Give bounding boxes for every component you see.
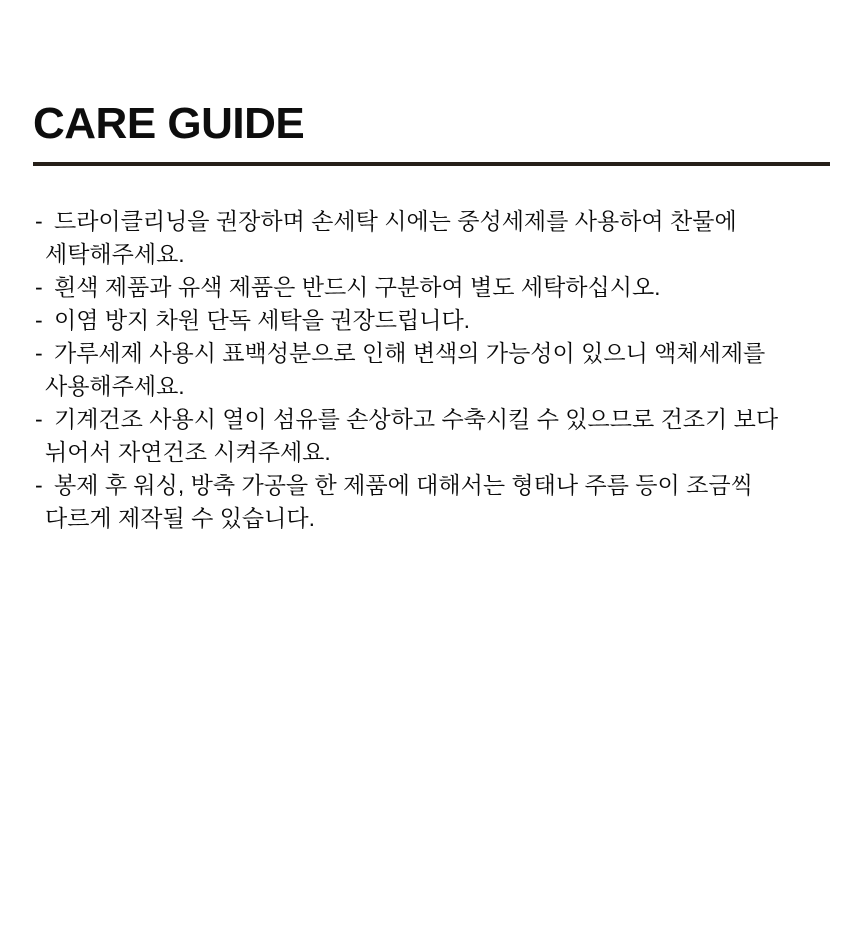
care-instruction-list	[35, 205, 825, 535]
care-item-line: 봉제 후 워싱, 방축 가공을 한 제품에 대해서는 형태나 주름 등이 조금씩	[54, 472, 753, 498]
care-item-line: 기계건조 사용시 열이 섬유를 손상하고 수축시킬 수 있으므로 건조기 보다	[54, 406, 779, 432]
bullet-dash: -	[35, 340, 43, 366]
care-item-line: 이염 방지 차원 단독 세탁을 권장드립니다.	[54, 307, 471, 333]
care-item-line: 세탁해주세요.	[45, 241, 185, 267]
care-item-air-dry	[35, 403, 825, 469]
care-item-separate-colors	[35, 271, 825, 304]
bullet-dash: -	[35, 208, 43, 234]
care-item-line: 가루세제 사용시 표백성분으로 인해 변색의 가능성이 있으니 액체세제를	[54, 340, 766, 366]
bullet-dash: -	[35, 274, 43, 300]
care-item-line: 다르게 제작될 수 있습니다.	[45, 505, 315, 531]
care-item-washed-variation	[35, 469, 825, 535]
page-title: CARE GUIDE	[33, 99, 305, 148]
care-item-dry-cleaning	[35, 205, 825, 271]
bullet-dash: -	[35, 472, 43, 498]
care-item-line: 흰색 제품과 유색 제품은 반드시 구분하여 별도 세탁하십시오.	[54, 274, 661, 300]
care-item-line: 사용해주세요.	[45, 373, 185, 399]
care-item-wash-alone	[35, 304, 825, 337]
care-item-line: 드라이클리닝을 권장하며 손세탁 시에는 중성세제를 사용하여 찬물에	[54, 208, 737, 234]
bullet-dash: -	[35, 406, 43, 432]
bullet-dash: -	[35, 307, 43, 333]
care-item-line: 뉘어서 자연건조 시켜주세요.	[45, 439, 331, 465]
title-underline-rule	[33, 162, 830, 166]
care-item-liquid-detergent	[35, 337, 825, 403]
